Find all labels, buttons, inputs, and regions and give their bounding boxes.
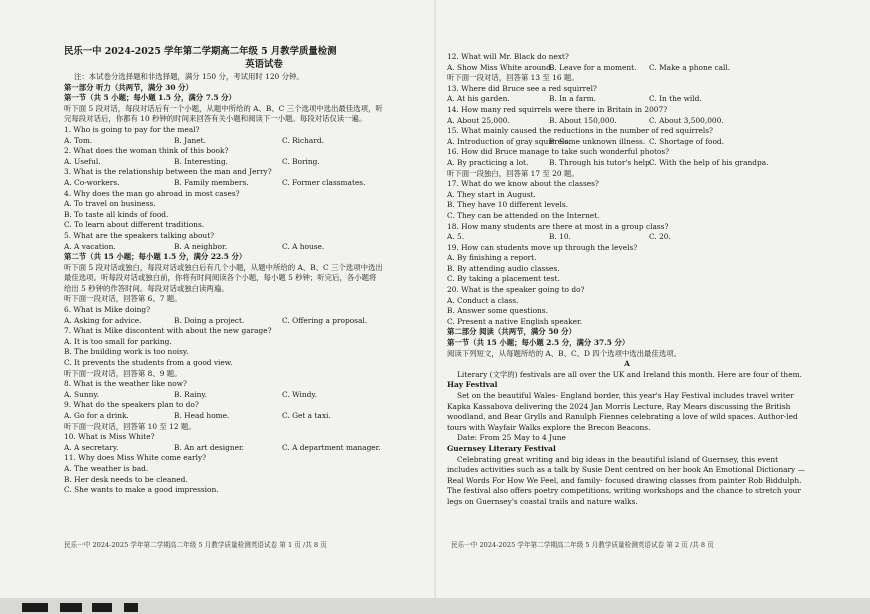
scan-mark: [60, 603, 82, 612]
option-c[interactable]: C. Present a native English speaker.: [447, 316, 583, 326]
question-6-options: [64, 316, 424, 327]
question-1-options: [64, 136, 424, 147]
option-b[interactable]: B. Some unknown illness.: [549, 136, 646, 146]
section2-heading: 第二节（共 15 小题；每小题 1.5 分，满分 22.5 分）: [64, 252, 247, 262]
option-b[interactable]: B. Interesting.: [174, 156, 229, 166]
option-a[interactable]: A. Show Miss White around.: [447, 62, 554, 72]
option-a[interactable]: A. Conduct a class.: [447, 295, 519, 305]
option-b[interactable]: B. 10.: [549, 232, 571, 242]
option-b[interactable]: B. They have 10 different levels.: [447, 200, 569, 210]
question-5-options: [64, 242, 424, 253]
option-c[interactable]: C. It prevents the students from a good view.: [64, 358, 233, 368]
part1-heading: 第一部分 听力（共两节，满分 30 分）: [64, 82, 193, 92]
hay-festival-title: Hay Festival: [447, 380, 498, 390]
option-a[interactable]: A. The weather is bad.: [64, 463, 149, 473]
option-a[interactable]: A. Useful.: [64, 156, 101, 166]
guernsey-festival-text: Celebrating great writing and big ideas in the beautiful island of Guernsey, this event includes activities such as a talk by Susie Dent centred on her book An Emotional Dictionary — Real Words For How We Feel, and family- focused drawing classes from painter Rob Biddulph. The festival also offers poetry competitions, writing workshops and the chance to stretch your legs on Guernsey's coastal trails and nature walks.: [447, 454, 805, 506]
question-8-options: [64, 390, 424, 401]
exam-subtitle: 英语试卷: [245, 59, 283, 70]
question-15-options: [447, 137, 807, 148]
passage-letter: A: [624, 359, 630, 369]
question-9: 9. What do the speakers plan to do?: [64, 400, 199, 410]
option-a[interactable]: A. By finishing a report.: [447, 253, 537, 263]
question-7: 7. What is Mike discontent with about the new garage?: [64, 326, 272, 336]
option-b[interactable]: B. The building work is too noisy.: [64, 347, 189, 357]
question-13-options: [447, 94, 807, 105]
option-b[interactable]: B. Through his tutor's help.: [549, 157, 653, 167]
question-6: 6. What is Mike doing?: [64, 305, 151, 315]
question-9-options: [64, 411, 424, 422]
section3-heading: 第一节（共 15 小题；每小题 2.5 分，满分 37.5 分）: [447, 338, 630, 348]
option-b[interactable]: B. Head home.: [174, 411, 230, 420]
option-c[interactable]: C. Get a taxi.: [282, 411, 331, 420]
question-2-options: [64, 157, 424, 168]
option-a[interactable]: A. At his garden.: [447, 94, 510, 104]
instruction-q17-20: 听下面一段独白，回答第 17 至 20 题。: [447, 168, 579, 178]
question-19: 19. How can students move up through the levels?: [447, 242, 638, 252]
section1-heading: 第一节（共 5 小题；每小题 1.5 分，满分 7.5 分）: [64, 93, 236, 103]
question-11: 11. Why does Miss White come early?: [64, 453, 207, 463]
question-4: 4. Why does the man go abroad in most cases?: [64, 188, 240, 198]
instruction-q8-9: 听下面一段对话，回答第 8、9 题。: [64, 368, 182, 378]
option-b[interactable]: B. In a farm.: [549, 94, 596, 104]
option-c[interactable]: C. She wants to make a good impression.: [64, 485, 219, 495]
instruction-reading: 阅读下列短文，从每题所给的 A、B、C、D 四个选项中选出最佳选项。: [447, 348, 681, 358]
part2-heading: 第二部分 阅读（共两节，满分 50 分）: [447, 327, 576, 337]
hay-festival-text: Set on the beautiful Wales- England border, this year's Hay Festival includes travel writer Kapka Kassabova delivering the 2024 Jan Morris Lecture, Ray Mears discussing the British woodland, and Bear Grylls and Ranulph Fiennes celebrating a love of wild spaces. Author-led tours with Wayfair Walks explore the Brecon Beacons.: [447, 391, 798, 432]
option-a[interactable]: A. Co-workers.: [64, 177, 120, 187]
option-b[interactable]: B. Leave for a moment.: [549, 62, 637, 72]
question-20: 20. What is the speaker going to do?: [447, 285, 585, 295]
question-10: 10. What is Miss White?: [64, 432, 155, 442]
instruction-2c: 给出 5 秒钟的作答时间。每段对话或独白读两遍。: [64, 283, 229, 293]
question-13: 13. Where did Bruce see a red squirrel?: [447, 83, 597, 93]
option-c[interactable]: C. They can be attended on the Internet.: [447, 210, 600, 220]
question-2: 2. What does the woman think of this book?: [64, 146, 229, 156]
question-12-options: [447, 63, 807, 74]
instruction-2a: 听下面 5 段对话或独白，每段对话或独白后有几个小题，从题中所给的 A、B、C 三个选项中选出: [64, 262, 383, 272]
option-a[interactable]: A. Asking for advice.: [64, 315, 142, 325]
option-b[interactable]: B. An art designer.: [174, 442, 245, 452]
option-a[interactable]: A. Introduction of gray squirrels.: [447, 136, 571, 146]
option-c[interactable]: C. A house.: [282, 241, 325, 251]
question-10-options: [64, 443, 424, 454]
option-a[interactable]: A. Tom.: [64, 135, 93, 145]
option-c[interactable]: C. Make a phone call.: [649, 62, 731, 72]
right-page: [447, 52, 807, 508]
passage-intro: Literary (文学的) festivals are all over the UK and Ireland this month. Here are four of them.: [457, 369, 802, 379]
option-a[interactable]: A. Go for a drink.: [64, 411, 129, 420]
option-a[interactable]: A. A vacation.: [64, 241, 116, 251]
page-fold: [434, 0, 436, 598]
instruction-q13-16: 听下面一段对话，回答第 13 至 16 题。: [447, 73, 579, 83]
option-b[interactable]: B. Janet.: [174, 135, 206, 145]
question-15: 15. What mainly caused the reductions in the number of red squirrels?: [447, 126, 714, 136]
option-c[interactable]: C. 20.: [649, 232, 671, 242]
question-16: 16. How did Bruce manage to take such wonderful photos?: [447, 147, 670, 157]
option-a[interactable]: A. Sunny.: [64, 389, 99, 399]
option-b[interactable]: B. Doing a project.: [174, 315, 245, 325]
page-footer-right: 民乐一中 2024-2025 学年第二学期高二年级 5 月教学质量检测英语试卷 第 2 页 /共 8 页: [451, 541, 714, 549]
left-page: [64, 46, 424, 496]
option-c[interactable]: C. By taking a placement test.: [447, 274, 560, 284]
instruction-q10-12: 听下面一段对话，回答第 10 至 12 题。: [64, 421, 196, 431]
question-5: 5. What are the speakers talking about?: [64, 230, 215, 240]
option-c[interactable]: C. Boring.: [282, 156, 320, 166]
option-c[interactable]: C. Offering a proposal.: [282, 315, 368, 325]
option-a[interactable]: A. 5.: [447, 232, 465, 242]
scan-mark: [22, 603, 48, 612]
option-a[interactable]: A. By practicing a lot.: [447, 157, 529, 167]
option-b[interactable]: B. About 150,000.: [549, 115, 617, 125]
option-a[interactable]: A. To travel on business.: [64, 199, 156, 209]
instruction-1b: 完每段对话后，你都有 10 秒钟的时间来回答有关小题和阅读下一小题。每段对话仅读一遍。: [64, 114, 367, 124]
option-c[interactable]: C. A department manager.: [282, 442, 381, 452]
option-a[interactable]: A. It is too small for parking.: [64, 336, 172, 346]
instruction-1a: 听下面 5 段对话，每段对话后有一个小题，从题中所给的 A、B、C 三个选项中选出最佳选项，听: [64, 103, 383, 113]
question-14: 14. How many red squirrels were there in Britain in 2007?: [447, 104, 668, 114]
scan-mark: [124, 603, 138, 612]
exam-title: 民乐一中 2024-2025 学年第二学期高二年级 5 月教学质量检测: [64, 46, 337, 57]
hay-festival-date: Date: From 25 May to 4 June: [457, 433, 566, 443]
option-b[interactable]: B. Answer some questions.: [447, 306, 548, 316]
option-b[interactable]: B. Family members.: [174, 177, 249, 187]
question-18-options: [447, 232, 807, 243]
scan-edge-strip: [0, 598, 870, 614]
option-c[interactable]: C. With the help of his grandpa.: [649, 157, 769, 167]
question-18: 18. How many students are there at most in a group class?: [447, 221, 669, 231]
option-b[interactable]: B. By attending audio classes.: [447, 263, 560, 273]
question-17: 17. What do we know about the classes?: [447, 179, 599, 189]
option-b[interactable]: B. Her desk needs to be cleaned.: [64, 474, 188, 484]
question-3: 3. What is the relationship between the man and Jerry?: [64, 167, 272, 177]
exam-note: 注：本试卷分选择题和非选择题，满分 150 分，考试用时 120 分钟。: [74, 72, 304, 81]
option-a[interactable]: A. About 25,000.: [447, 115, 510, 125]
scan-mark: [92, 603, 112, 612]
option-b[interactable]: B. Rainy.: [174, 389, 207, 399]
option-b[interactable]: B. A neighbor.: [174, 241, 228, 251]
question-12: 12. What will Mr. Black do next?: [447, 52, 569, 61]
option-a[interactable]: A. They start in August.: [447, 189, 536, 199]
option-c[interactable]: C. Windy.: [282, 389, 317, 399]
question-16-options: [447, 158, 807, 169]
option-c[interactable]: C. Former classmates.: [282, 177, 366, 187]
option-c[interactable]: C. Richard.: [282, 135, 324, 145]
option-c[interactable]: C. In the wild.: [649, 94, 702, 104]
instruction-2b: 最佳选项。听每段对话或独白前，你将有时间阅读各个小题，每小题 5 秒钟；听完后，各小题将: [64, 273, 377, 283]
question-14-options: [447, 116, 807, 127]
guernsey-festival-title: Guernsey Literary Festival: [447, 443, 556, 453]
option-c[interactable]: C. About 3,500,000.: [649, 115, 724, 125]
option-c[interactable]: C. To learn about different traditions.: [64, 220, 205, 230]
question-8: 8. What is the weather like now?: [64, 379, 187, 389]
option-c[interactable]: C. Shortage of food.: [649, 136, 724, 146]
option-b[interactable]: B. To taste all kinds of food.: [64, 209, 169, 219]
question-1: 1. Who is going to pay for the meal?: [64, 124, 200, 134]
instruction-q6-7: 听下面一段对话，回答第 6、7 题。: [64, 294, 182, 304]
page-footer-left: 民乐一中 2024-2025 学年第二学期高二年级 5 月教学质量检测英语试卷 第 1 页 /共 8 页: [64, 541, 327, 549]
option-a[interactable]: A. A secretary.: [64, 442, 119, 452]
question-3-options: [64, 178, 424, 189]
